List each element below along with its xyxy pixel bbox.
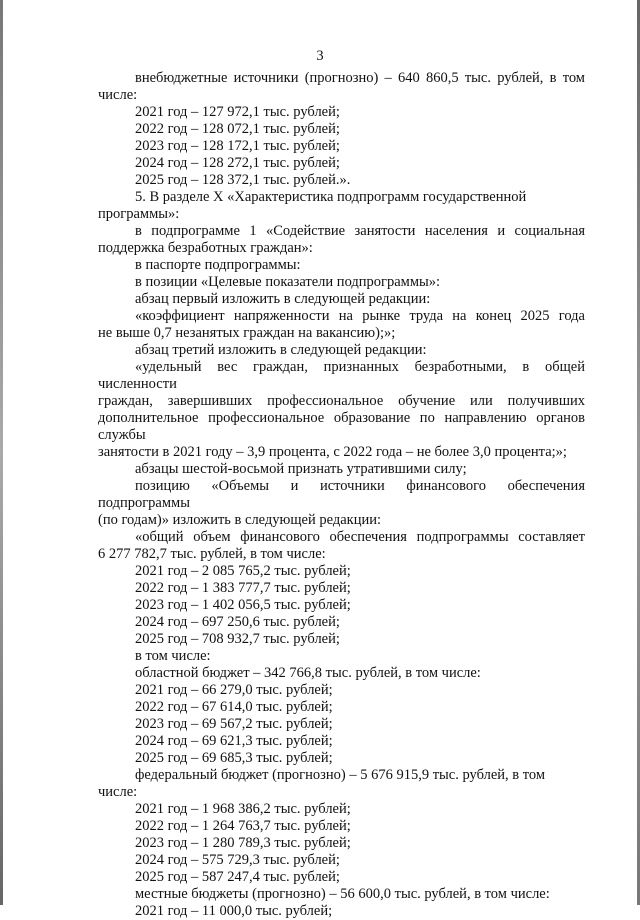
- text-line: внебюджетные источники (прогнозно) – 640 860,5 тыс. рублей, в том: [135, 70, 585, 86]
- text-line: 2025 год – 128 372,1 тыс. рублей.».: [135, 172, 351, 188]
- text-line: 5. В разделе X «Характеристика подпрограмм государственной программы»:: [98, 189, 527, 222]
- text-line: 2025 год – 69 685,3 тыс. рублей;: [135, 750, 333, 766]
- document-body: [98, 70, 585, 920]
- text-line: позицию «Объемы и источники финансового обеспечения подпрограммы: [98, 478, 585, 511]
- text-line: не выше 0,7 незанятых граждан на вакансию);»;: [98, 325, 396, 341]
- text-line: поддержка безработных граждан»:: [98, 240, 313, 256]
- text-line: областной бюджет – 342 766,8 тыс. рублей, в том числе:: [135, 665, 481, 681]
- text-line: 2023 год – 128 172,1 тыс. рублей;: [135, 138, 340, 154]
- text-line: 2024 год – 128 272,1 тыс. рублей;: [135, 155, 340, 171]
- text-line: 2025 год – 587 247,4 тыс. рублей;: [135, 869, 340, 885]
- text-line: «коэффициент напряженности на рынке труда на конец 2025 года: [135, 308, 585, 324]
- text-line: в паспорте подпрограммы:: [135, 257, 301, 273]
- text-line: местные бюджеты (прогнозно) – 56 600,0 тыс. рублей, в том числе:: [135, 886, 550, 902]
- scan-edge-left: [0, 0, 3, 905]
- text-line: 2022 год – 67 614,0 тыс. рублей;: [135, 699, 333, 715]
- text-line: 2024 год – 697 250,6 тыс. рублей;: [135, 614, 340, 630]
- text-line: 2023 год – 69 567,2 тыс. рублей;: [135, 716, 333, 732]
- text-line: 2021 год – 66 279,0 тыс. рублей;: [135, 682, 333, 698]
- text-line: «общий объем финансового обеспечения подпрограммы составляет: [135, 529, 585, 545]
- text-line: «удельный вес граждан, признанных безработными, в общей численности: [98, 359, 585, 392]
- text-line: 2023 год – 1 280 789,3 тыс. рублей;: [135, 835, 351, 851]
- text-line: в позиции «Целевые показатели подпрограммы»:: [135, 274, 441, 290]
- text-line: 2021 год – 11 000,0 тыс. рублей;: [135, 903, 333, 919]
- page-number: 3: [316, 48, 324, 64]
- text-line: в том числе:: [135, 648, 211, 664]
- text-line: абзац первый изложить в следующей редакции:: [135, 291, 431, 307]
- text-line: числе:: [98, 87, 138, 103]
- text-line: абзац третий изложить в следующей редакции:: [135, 342, 427, 358]
- text-line: 2022 год – 1 264 763,7 тыс. рублей;: [135, 818, 351, 834]
- text-line: дополнительное профессиональное образование по направлению органов службы: [98, 410, 585, 443]
- text-line: в подпрограмме 1 «Содействие занятости населения и социальная: [135, 223, 585, 239]
- text-line: занятости в 2021 году – 3,9 процента, с 2022 года – не более 3,0 процента;»;: [98, 444, 567, 460]
- text-line: 2021 год – 1 968 386,2 тыс. рублей;: [135, 801, 351, 817]
- text-line: 2021 год – 127 972,1 тыс. рублей;: [135, 104, 340, 120]
- text-line: граждан, завершивших профессиональное обучение или получивших: [98, 393, 585, 409]
- text-line: (по годам)» изложить в следующей редакции:: [98, 512, 382, 528]
- text-line: 2022 год – 128 072,1 тыс. рублей;: [135, 121, 340, 137]
- text-line: федеральный бюджет (прогнозно) – 5 676 915,9 тыс. рублей, в том числе:: [98, 767, 546, 800]
- text-line: 2025 год – 708 932,7 тыс. рублей;: [135, 631, 340, 647]
- text-line: 2024 год – 575 729,3 тыс. рублей;: [135, 852, 340, 868]
- text-line: 2021 год – 2 085 765,2 тыс. рублей;: [135, 563, 351, 579]
- text-line: 6 277 782,7 тыс. рублей, в том числе:: [98, 546, 326, 562]
- text-line: 2023 год – 1 402 056,5 тыс. рублей;: [135, 597, 351, 613]
- text-line: абзацы шестой-восьмой признать утратившими силу;: [135, 461, 467, 477]
- text-line: 2024 год – 69 621,3 тыс. рублей;: [135, 733, 333, 749]
- text-line: 2022 год – 1 383 777,7 тыс. рублей;: [135, 580, 351, 596]
